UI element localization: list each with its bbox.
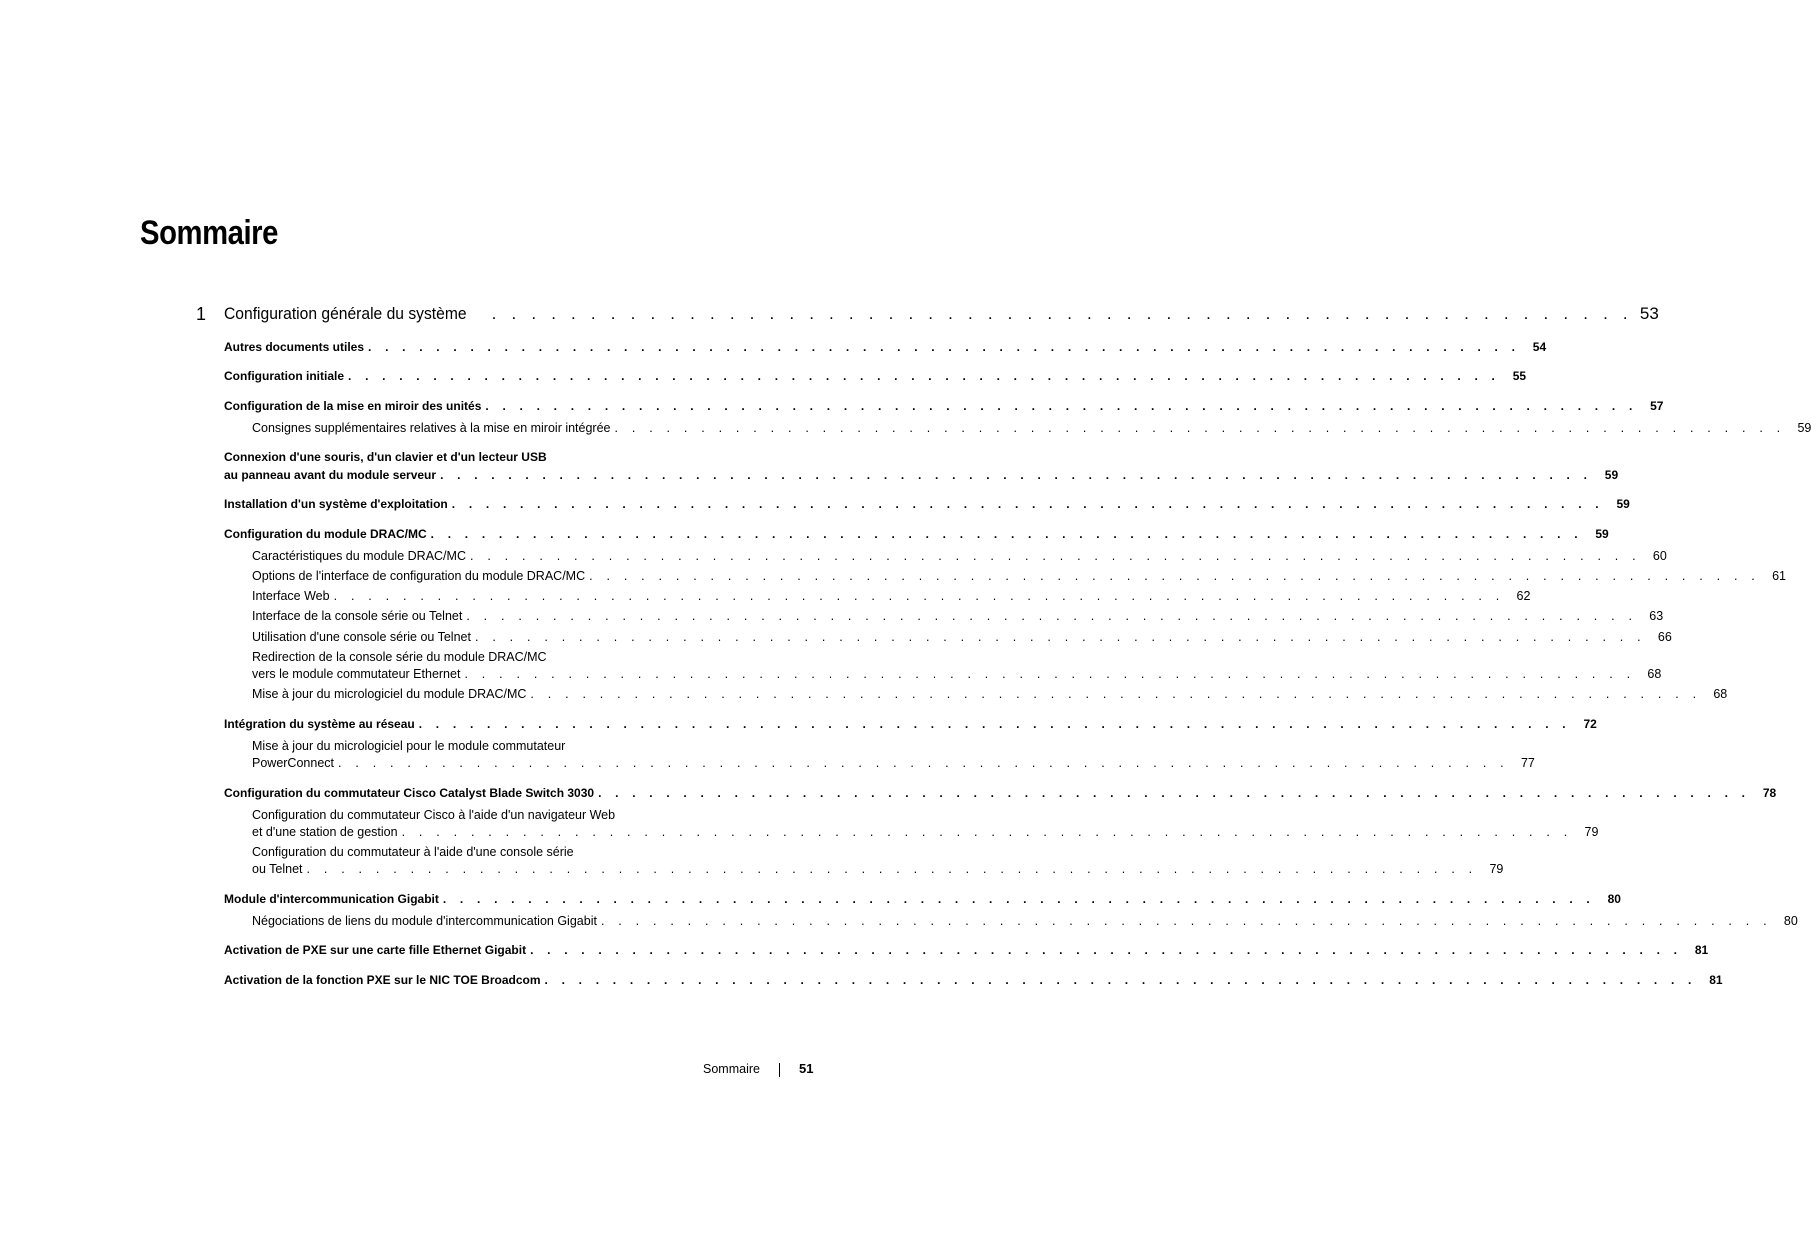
toc-entry-label: Consignes supplémentaires relatives à la mise en miroir intégrée — [252, 421, 611, 435]
dot-leader: . . . . . . . . . . . . . . . . . . . . . . . . . . . . . . . . . . . . . . . . . . . . . . . . . . . . . . . . . . . . . . . . . . . . — [544, 973, 1697, 987]
toc-entry[interactable] — [224, 497, 1630, 511]
toc-entry-label: Configuration du commutateur Cisco Catalyst Blade Switch 3030 — [224, 786, 595, 800]
dot-leader: . . . . . . . . . . . . . . . . . . . . . . . . . . . . . . . . . . . . . . . . . . . . . . . . . . . . . . . . . . . . . . . . . . . . — [442, 892, 1595, 906]
toc-subentry[interactable] — [252, 756, 1535, 770]
footer-divider — [779, 1063, 780, 1077]
dot-leader: . . . . . . . . . . . . . . . . . . . . . . . . . . . . . . . . . . . . . . . . . . . . . . . . . . . . . . . . . . . . . . . . . . . . — [466, 609, 1638, 623]
toc-page-number: 55 — [1512, 369, 1527, 383]
toc-page-number: 60 — [1652, 549, 1667, 563]
chapter-number: 1 — [196, 304, 207, 324]
toc-subentry[interactable] — [252, 569, 1786, 583]
toc-page-number: 59 — [1616, 497, 1630, 511]
dot-leader: . . . . . . . . . . . . . . . . . . . . . . . . . . . . . . . . . . . . . . . . . . . . . . . . . . . . . . . . . . . . . . . . . . . . — [464, 667, 1636, 681]
toc-page-number: 59 — [1797, 421, 1811, 435]
dot-leader: . . . . . . . . . . . . . . . . . . . . . . . . . . . . . . . . . . . . . . . . . . . . . . . . . . . . . . . . . . . . . . . . . . . . — [469, 549, 1641, 563]
toc-entry-first-line: Connexion d'une souris, d'un clavier et d'un lecteur USB — [224, 450, 547, 464]
dot-leader: . . . . . . . . . . . . . . . . . . . . . . . . . . . . . . . . . . . . . . . . . . . . . . . . . . . . . . . . . . . . . . . . . . . . — [418, 717, 1571, 731]
toc-entry[interactable] — [224, 369, 1527, 383]
toc-page-number: 62 — [1516, 589, 1531, 603]
toc-entry-label: Activation de la fonction PXE sur le NIC TOE Broadcom — [224, 973, 541, 987]
toc-subentry[interactable] — [252, 609, 1664, 623]
toc-subentry-first-line: Mise à jour du micrologiciel pour le module commutateur — [252, 739, 566, 753]
dot-leader: . . . . . . . . . . . . . . . . . . . . . . . . . . . . . . . . . . . . . . . . . . . . . . . . . . . . . . . . . . . . . . . . . . . . — [451, 497, 1604, 511]
dot-leader: . . . . . . . . . . . . . . . . . . . . . . . . . . . . . . . . . . . . . . . . . . . . . . . . . . . . . . . . . . . . . . . . . . . . — [338, 756, 1509, 770]
dot-leader: . . . . . . . . . . . . . . . . . . . . . . . . . . . . . . . . . . . . . . . . . . . . . . . . . . . . . . . . . . . . . . . . . . . . — [430, 527, 1583, 541]
toc-entry[interactable] — [224, 527, 1609, 541]
toc-page-number: 80 — [1783, 914, 1798, 928]
toc-entry-label: Configuration initiale — [224, 369, 344, 383]
toc-subentry-first-line: Configuration du commutateur à l'aide d'une console série — [252, 845, 574, 859]
toc-subentry[interactable] — [252, 630, 1672, 644]
toc-entry-label: Installation d'un système d'exploitation — [224, 497, 448, 511]
toc-page-number: 63 — [1649, 609, 1664, 623]
dot-leader: . . . . . . . . . . . . . . . . . . . . . . . . . . . . . . . . . . . . . . . . . . . . . . . . . . . . . . . . . . . . . . . . . . . . — [598, 786, 1751, 800]
toc-entry-label: Activation de PXE sur une carte fille Ethernet Gigabit — [224, 943, 527, 957]
toc-page-number: 57 — [1650, 399, 1664, 413]
toc-entry[interactable] — [224, 786, 1777, 800]
toc-subentry[interactable] — [252, 862, 1504, 876]
dot-leader: . . . . . . . . . . . . . . . . . . . . . . . . . . . . . . . . . . . . . . . . . . . . . . . . . . . . . . . . . . . . . . . . . . . . — [474, 630, 1646, 644]
toc-page-number: 59 — [1595, 527, 1609, 541]
toc-page-number: 61 — [1772, 569, 1786, 583]
dot-leader: . . . . . . . . . . . . . . . . . . . . . . . . . . . . . . . . . . . . . . . . . . . . . . . . . . . . . . . . . . . . . . . . . . . . — [368, 340, 1521, 354]
toc-entry-label: Mise à jour du micrologiciel du module DRAC/MC — [252, 687, 527, 701]
dot-leader: . . . . . . . . . . . . . . . . . . . . . . . . . . . . . . . . . . . . . . . . . . . . . . . . . . . . . . . . . . . . . . . . . . . . — [333, 589, 1505, 603]
toc-subentry[interactable] — [252, 914, 1798, 928]
toc-entry-label: Configuration générale du système — [224, 304, 467, 323]
toc-entry-label: ou Telnet — [252, 862, 303, 876]
toc-subentry-first-line: Configuration du commutateur Cisco à l'aide d'un navigateur Web — [252, 808, 616, 822]
toc-entry[interactable] — [224, 973, 1723, 987]
dot-leader: . . . . . . . . . . . . . . . . . . . . . . . . . . . . . . . . . . . . . . . . . . . . . . . . . . . . . . . . . . . . . . . . . . . . — [348, 369, 1501, 383]
toc-entry-label: Autres documents utiles — [224, 340, 365, 354]
toc-entry-label: PowerConnect — [252, 756, 334, 770]
toc-page-number: 81 — [1694, 943, 1709, 957]
footer-section-label: Sommaire — [703, 1062, 760, 1076]
toc-entry[interactable] — [224, 717, 1597, 731]
toc-page-number: 79 — [1584, 825, 1599, 839]
toc-page-number: 59 — [1604, 468, 1619, 482]
toc-page-number: 72 — [1583, 717, 1597, 731]
dot-leader: . . . . . . . . . . . . . . . . . . . . . . . . . . . . . . . . . . . . . . . . . . . . . . . . . . . . . . . . . . . . . . . . . . . . — [614, 421, 1786, 435]
toc-subentry[interactable] — [252, 589, 1531, 603]
footer-page-number: 51 — [799, 1061, 814, 1076]
toc-chapter-entry[interactable] — [224, 304, 1659, 324]
toc-subentry[interactable] — [252, 687, 1728, 701]
toc-entry-label: Utilisation d'une console série ou Telnet — [252, 630, 471, 644]
page-title: Sommaire — [140, 214, 278, 252]
toc-entry-label: vers le module commutateur Ethernet — [252, 667, 461, 681]
toc-entry[interactable] — [224, 468, 1619, 482]
toc-page-number: 80 — [1607, 892, 1621, 906]
toc-page-number: 77 — [1520, 756, 1535, 770]
dot-leader: . . . . . . . . . . . . . . . . . . . . . . . . . . . . . . . . . . . . . . . . . . . . . . . . . . . . . . . . . . . . . . . . . . . . — [306, 862, 1478, 876]
toc-page-number: 78 — [1762, 786, 1777, 800]
toc-subentry[interactable] — [252, 667, 1662, 681]
toc-entry-label: Configuration du module DRAC/MC — [224, 527, 427, 541]
dot-leader: . . . . . . . . . . . . . . . . . . . . . . . . . . . . . . . . . . . . . . . . . . . . . . . . . . . . . . . . . . . . . . . . . . . . — [530, 687, 1702, 701]
dot-leader: . . . . . . . . . . . . . . . . . . . . . . . . . . . . . . . . . . . . . . . . . . . . . . . . . . . . . . . . . . . . . . . . . . . . — [600, 914, 1772, 928]
toc-entry[interactable] — [224, 340, 1547, 354]
toc-entry-label: Intégration du système au réseau — [224, 717, 415, 731]
toc-entry-label: Interface Web — [252, 589, 330, 603]
dot-leader: . . . . . . . . . . . . . . . . . . . . . . . . . . . . . . . . . . . . . . . . . . . . . . . . . . . . . . . . . . . . . . . . . . . . — [401, 825, 1573, 839]
dot-leader: . . . . . . . . . . . . . . . . . . . . . . . . . . . . . . . . . . . . . . . . . . . . . . . . . . . . . . . . . . — [491, 304, 1633, 323]
toc-page-number: 53 — [1639, 304, 1659, 323]
toc-entry-label: au panneau avant du module serveur — [224, 468, 437, 482]
dot-leader: . . . . . . . . . . . . . . . . . . . . . . . . . . . . . . . . . . . . . . . . . . . . . . . . . . . . . . . . . . . . . . . . . . . . — [485, 399, 1638, 413]
toc-entry[interactable] — [224, 892, 1621, 906]
toc-entry-label: Options de l'interface de configuration du module DRAC/MC — [252, 569, 586, 583]
toc-entry[interactable] — [224, 943, 1709, 957]
toc-page-number: 79 — [1489, 862, 1504, 876]
toc-entry-label: Interface de la console série ou Telnet — [252, 609, 463, 623]
toc-page-number: 54 — [1532, 340, 1547, 354]
toc-subentry[interactable] — [252, 825, 1599, 839]
toc-entry-label: Caractéristiques du module DRAC/MC — [252, 549, 466, 563]
toc-subentry[interactable] — [252, 549, 1667, 563]
toc-page-number: 81 — [1709, 973, 1723, 987]
dot-leader: . . . . . . . . . . . . . . . . . . . . . . . . . . . . . . . . . . . . . . . . . . . . . . . . . . . . . . . . . . . . . . . . . . . . — [440, 468, 1593, 482]
dot-leader: . . . . . . . . . . . . . . . . . . . . . . . . . . . . . . . . . . . . . . . . . . . . . . . . . . . . . . . . . . . . . . . . . . . . — [530, 943, 1683, 957]
toc-page-number: 68 — [1713, 687, 1728, 701]
toc-entry-label: Négociations de liens du module d'intercommunication Gigabit — [252, 914, 597, 928]
toc-entry-label: Configuration de la mise en miroir des unités — [224, 399, 482, 413]
toc-subentry[interactable] — [252, 421, 1811, 435]
toc-page-number: 68 — [1647, 667, 1662, 681]
toc-page-number: 66 — [1657, 630, 1672, 644]
toc-entry-label: et d'une station de gestion — [252, 825, 398, 839]
toc-entry-label: Module d'intercommunication Gigabit — [224, 892, 439, 906]
toc-entry[interactable] — [224, 399, 1664, 413]
toc-subentry-first-line: Redirection de la console série du module DRAC/MC — [252, 650, 547, 664]
dot-leader: . . . . . . . . . . . . . . . . . . . . . . . . . . . . . . . . . . . . . . . . . . . . . . . . . . . . . . . . . . . . . . . . . . . . — [589, 569, 1760, 583]
